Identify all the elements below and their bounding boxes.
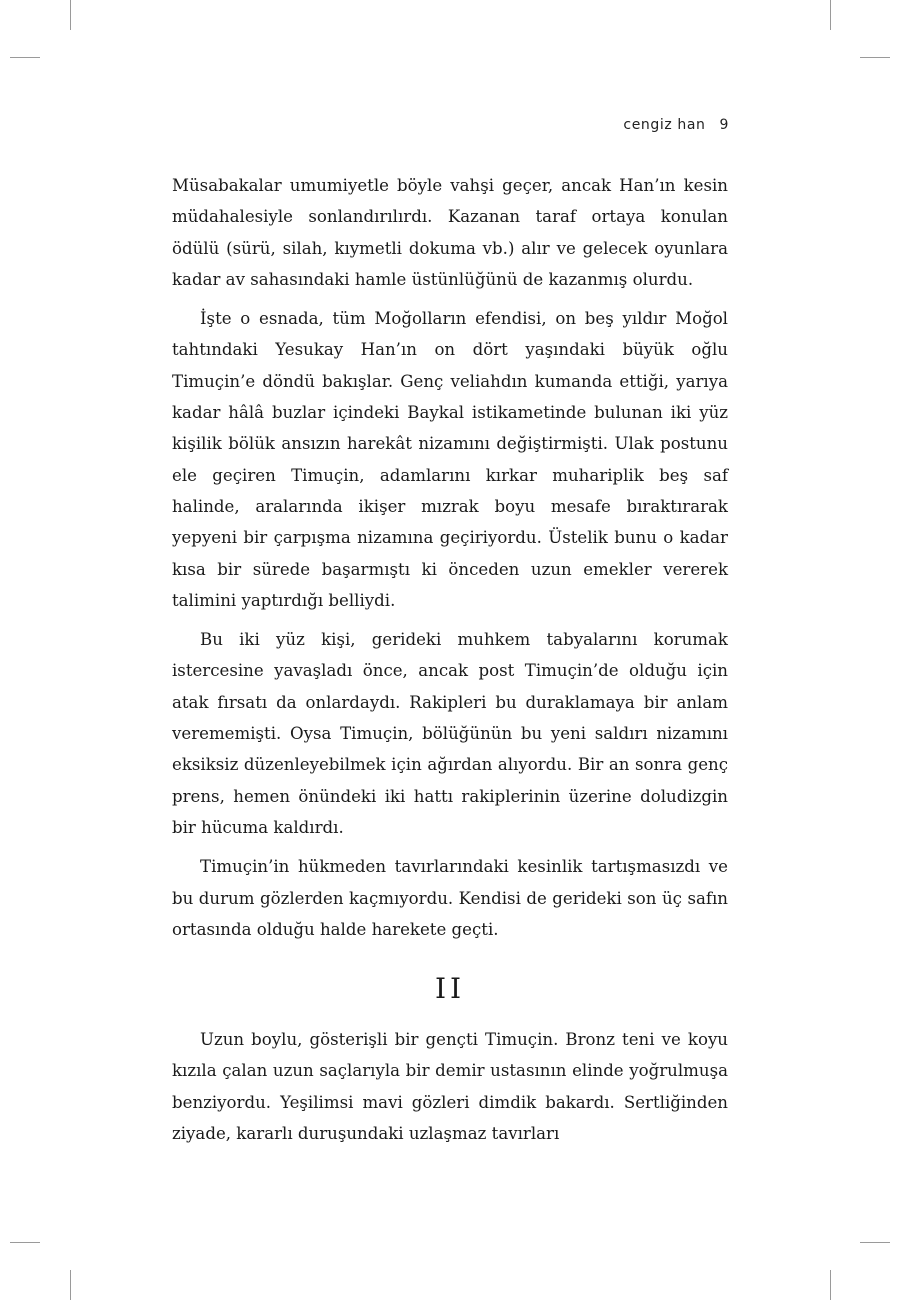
crop-mark (830, 1270, 831, 1300)
crop-mark (70, 0, 71, 30)
crop-mark (830, 0, 831, 30)
crop-mark (10, 57, 40, 58)
running-title: cengiz han (623, 117, 706, 133)
paragraph: İşte o esnada, tüm Moğolların efendisi, on beş yıldır Moğol tahtındaki Yesukay Han’ın on dört yaşındaki büyük oğlu Timuçin’e döndü bakışlar. Genç veliahdın kumanda ettiği, yarıya kadar hâlâ buzlar içindeki Baykal istikametinde bulunan iki yüz kişilik bölük ansızın harekât nizamını değiştirmişti. Ulak postunu ele geçiren Timuçin, adamlarını kırkar muhariplik beş saf halinde, aralarında ikişer mızrak boyu mesafe bıraktırarak yepyeni bir çarpışma nizamına geçiriyordu. Üstelik bunu o kadar kısa bir sürede başarmıştı ki önceden uzun emekler vererek talimini yaptırdığı belliydi. (172, 309, 728, 610)
chapter-heading: II (434, 972, 466, 1005)
crop-mark (860, 1242, 890, 1243)
crop-mark (10, 1242, 40, 1243)
page-header (623, 117, 729, 133)
page-number: 9 (719, 117, 729, 133)
crop-mark (860, 57, 890, 58)
body-text (172, 170, 728, 953)
paragraph: Müsabakalar umumiyetle böyle vahşi geçer, ancak Han’ın kesin müdahalesiyle sonlandırılırdı. Kazanan taraf ortaya konulan ödülü (sürü, silah, kıymetli dokuma vb.) alır ve gelecek oyunlara kadar av sahasındaki hamle üstünlüğünü de kazanmış olurdu. (172, 176, 728, 289)
crop-mark (70, 1270, 71, 1300)
paragraph: Bu iki yüz kişi, gerideki muhkem tabyalarını korumak istercesine yavaşladı önce, ancak post Timuçin’de olduğu için atak fırsatı da onlardaydı. Rakipleri bu duraklamaya bir anlam verememişti. Oysa Timuçin, bölüğünün bu yeni saldırı nizamını eksiksiz düzenleyebilmek için ağırdan alıyordu. Bir an sonra genç prens, hemen önündeki iki hattı rakiplerinin üzerine doludizgin bir hücuma kaldırdı. (172, 630, 728, 837)
paragraph: Uzun boylu, gösterişli bir gençti Timuçin. Bronz teni ve koyu kızıla çalan uzun saçlarıyla bir demir ustasının elinde yoğrulmuşa benziyordu. Yeşilimsi mavi gözleri dimdik bakardı. Sertliğinden ziyade, kararlı duruşundaki uzlaşmaz tavırları (172, 1030, 728, 1143)
paragraph: Timuçin’in hükmeden tavırlarındaki kesinlik tartışmasızdı ve bu durum gözlerden kaçmıyordu. Kendisi de gerideki son üç safın ortasında olduğu halde harekete geçti. (172, 857, 728, 939)
body-text-continued (172, 1024, 728, 1157)
